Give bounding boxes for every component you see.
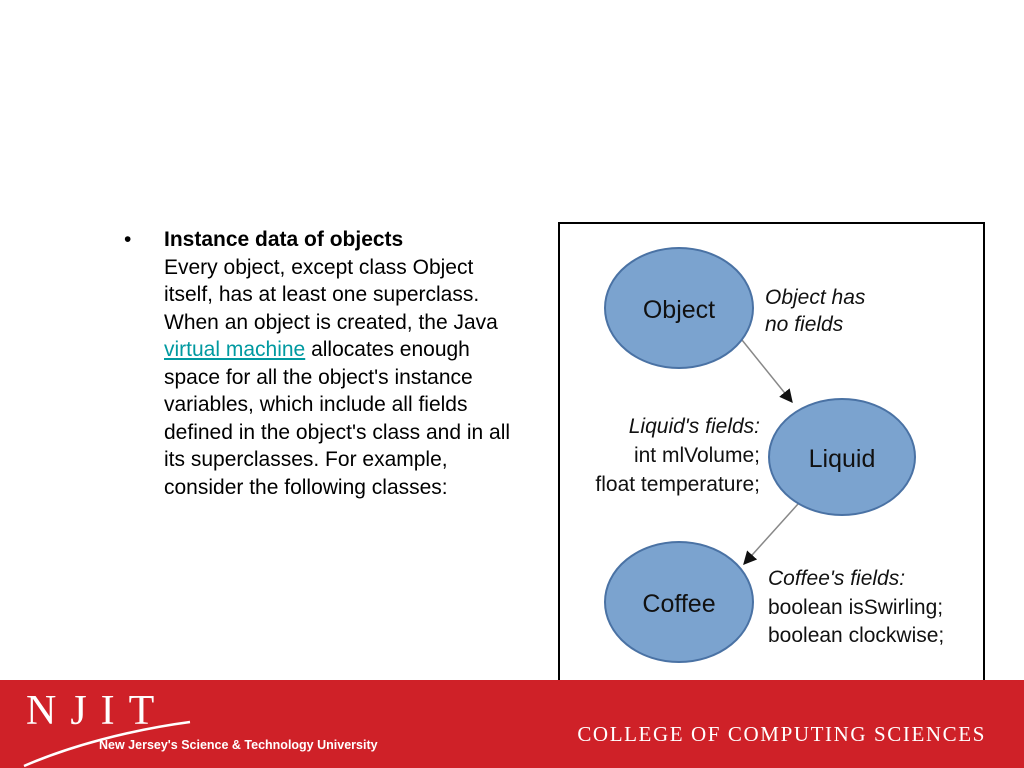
footer-banner (0, 680, 1024, 768)
liquid-node-label: Liquid (808, 445, 876, 473)
object-node-label: Object (642, 296, 716, 324)
college-name: COLLEGE OF COMPUTING SCIENCES (577, 722, 986, 746)
footer-svg (0, 680, 1024, 768)
bullet-text (164, 226, 524, 501)
slide-body (124, 226, 524, 501)
coffee-note-line-2: boolean isSwirling; (768, 596, 944, 619)
paragraph-text-start: Every object, except class Object itself, has at least one superclass. When an object is created, the Java (164, 255, 498, 334)
object-note-line-1: Object has (765, 286, 866, 309)
liquid-note-line-2: int mlVolume; (633, 444, 760, 467)
class-hierarchy-diagram (558, 222, 985, 682)
bullet-heading: Instance data of objects (164, 228, 404, 251)
paragraph-text-end: allocates enough space for all the object's instance variables, which include all fields defined in the object's class and in all its superclasses. For example, consider the following classes: (164, 338, 511, 499)
arrow-object-to-liquid (742, 340, 792, 402)
coffee-node-label: Coffee (642, 590, 716, 618)
liquid-note-line-1: Liquid's fields: (628, 415, 760, 438)
liquid-note-line-3: float temperature; (595, 473, 760, 496)
diagram-svg (560, 224, 983, 680)
bullet-marker: • (124, 228, 132, 251)
object-note-line-2: no fields (765, 313, 844, 336)
arrow-liquid-to-coffee (744, 504, 798, 564)
virtual-machine-link[interactable]: virtual machine (164, 338, 306, 361)
university-tagline: New Jersey's Science & Technology University (99, 738, 378, 752)
njit-logo-text: NJIT (26, 688, 169, 734)
coffee-note-line-3: boolean clockwise; (768, 624, 945, 647)
njit-logo (24, 688, 378, 766)
bullet-item (124, 226, 524, 501)
coffee-note-line-1: Coffee's fields: (768, 567, 906, 590)
